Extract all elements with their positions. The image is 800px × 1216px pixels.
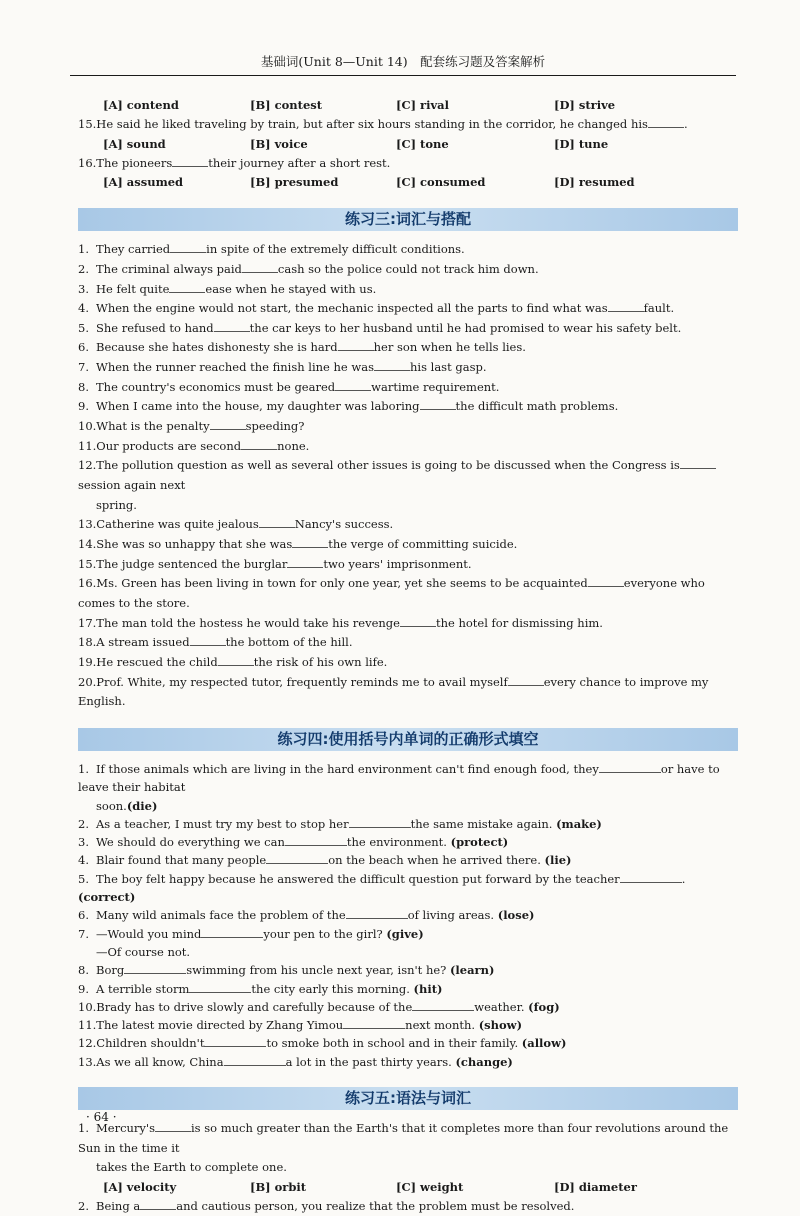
question-8: 8. The country's economics must be geared wartime requirement. <box>78 379 500 394</box>
question-11: 11.The latest movie directed by Zhang Yimou next month. (show) <box>78 1018 523 1033</box>
question-continuation: —Of course not. <box>96 944 191 959</box>
blank <box>346 906 408 919</box>
question-18: 18.A stream issued the bottom of the hill. <box>78 635 353 650</box>
question-1: 1. They carried in spite of the extremely difficult conditions. <box>78 242 465 257</box>
question-6: 6. Many wild animals face the problem of the of living areas. (lose) <box>78 908 535 923</box>
question-2: 2. As a teacher, I must try my best to stop her the same mistake again. (make) <box>78 816 602 831</box>
question-13: 13.Catherine was quite jealous Nancy's success. <box>78 517 394 532</box>
question-16: 16.The pioneers their journey after a short rest. <box>78 155 391 170</box>
word-hint: (die) <box>126 798 158 813</box>
question-5: 5. She refused to hand the car keys to her husband until he had promised to wear his safety belt. <box>78 320 682 335</box>
question-continuation: soon.(die) <box>96 798 158 813</box>
word-hint: (hit) <box>413 981 443 996</box>
option: [A] sound <box>103 136 166 151</box>
blank <box>210 417 246 430</box>
options-q1 <box>78 1178 738 1197</box>
word-hint: (protect) <box>450 835 509 850</box>
question-2: 2. Being a and cautious person, you realize that the problem must be resolved. <box>78 1198 575 1213</box>
word-hint: (fog) <box>528 999 560 1014</box>
option: [D] tune <box>554 136 609 151</box>
page-content <box>78 96 738 1216</box>
blank <box>266 851 328 864</box>
question-19: 19.He rescued the child the risk of his own life. <box>78 654 388 669</box>
question-12: 12.The pollution question as well as several other issues is going to be discussed when the Congress issession again next <box>78 456 738 495</box>
question-7: 7. When the runner reached the finish line he was his last gasp. <box>78 360 487 375</box>
question-17: 17.The man told the hostess he would take his revenge the hotel for dismissing him. <box>78 615 603 630</box>
blank <box>172 154 208 167</box>
option: [B] voice <box>250 136 308 151</box>
question-9: 9. When I came into the house, my daughter was laboring the difficult math problems. <box>78 399 619 414</box>
question-9: 9. A terrible storm the city early this morning. (hit) <box>78 981 443 996</box>
blank <box>224 1053 286 1066</box>
blank <box>343 1016 405 1029</box>
question-1: 1. If those animals which are living in the hard environment can't find enough food, they or have to leave their habitat <box>78 761 720 795</box>
word-hint: (change) <box>455 1054 513 1069</box>
page-number: · 64 · <box>86 1110 117 1124</box>
blank <box>349 815 411 828</box>
option: [B] presumed <box>250 175 339 190</box>
question-3: 3. We should do everything we can the environment. (protect) <box>78 835 509 850</box>
section-3-title: 练习三:词汇与搭配 <box>78 208 738 231</box>
options-q15 <box>78 135 738 154</box>
option: [D] diameter <box>554 1179 637 1194</box>
blank <box>287 555 323 568</box>
word-hint: (allow) <box>521 1036 567 1051</box>
question-10: 10.What is the penalty speeding? <box>78 419 305 434</box>
option: [C] tone <box>396 136 449 151</box>
question-12: 12.Children shouldn't to smoke both in school and in their family. (allow) <box>78 1036 567 1051</box>
blank <box>204 1034 266 1047</box>
blank <box>338 338 374 351</box>
section-3-questions <box>78 240 738 712</box>
word-hint: (learn) <box>449 963 495 978</box>
blank <box>608 299 644 312</box>
blank <box>169 280 205 293</box>
section-4-title: 练习四:使用括号内单词的正确形式填空 <box>78 728 738 751</box>
blank <box>140 1197 176 1210</box>
question-2: 2. The criminal always paid cash so the police could not track him down. <box>78 261 539 276</box>
blank <box>508 673 544 686</box>
blank <box>124 961 186 974</box>
blank <box>588 574 624 587</box>
word-hint: (lose) <box>497 908 535 923</box>
option: [C] weight <box>396 1179 464 1194</box>
question-6: 6. Because she hates dishonesty she is hard her son when he tells lies. <box>78 340 526 355</box>
blank <box>400 614 436 627</box>
option: [C] consumed <box>396 175 486 190</box>
blank <box>190 633 226 646</box>
word-hint: (make) <box>556 816 602 831</box>
blank <box>242 260 278 273</box>
question-16: 16.Ms. Green has been living in town for only one year, yet she seems to be acquainted everyone who comes to the store. <box>78 576 705 610</box>
option: [D] strive <box>554 98 616 112</box>
options-q14 <box>78 96 738 115</box>
question-3: 3. He felt quite ease when he stayed with us. <box>78 281 377 296</box>
question-4: 4. Blair found that many people on the beach when he arrived there. (lie) <box>78 853 572 868</box>
question-7: 7. —Would you mind your pen to the girl? (give) <box>78 926 424 941</box>
question-15: 15.The judge sentenced the burglar two years' imprisonment. <box>78 556 472 571</box>
blank <box>218 653 254 666</box>
question-continuation: takes the Earth to complete one. <box>96 1160 287 1175</box>
blank <box>374 358 410 371</box>
blank <box>599 760 661 773</box>
option: [A] velocity <box>103 1179 177 1194</box>
question-5: 5. The boy felt happy because he answered the difficult question put forward by the teacher . (correct) <box>78 871 686 905</box>
blank <box>259 515 295 528</box>
blank <box>420 397 456 410</box>
option: [A] contend <box>103 98 179 112</box>
blank <box>170 240 206 253</box>
question-14: 14.She was so unhappy that she was the verge of committing suicide. <box>78 537 518 552</box>
blank <box>412 998 474 1011</box>
option: [C] rival <box>396 98 449 112</box>
blank <box>189 980 251 993</box>
blank <box>241 437 277 450</box>
page-header: 基础词(Unit 8—Unit 14) 配套练习题及答案解析 <box>70 52 736 76</box>
word-hint: (lie) <box>544 853 572 868</box>
blank <box>648 115 684 128</box>
options-q16 <box>78 173 738 192</box>
question-20: 20.Prof. White, my respected tutor, frequently reminds me to avail myself every chance to improve my English. <box>78 674 709 709</box>
blank <box>214 319 250 332</box>
question-13: 13.As we all know, China a lot in the past thirty years. (change) <box>78 1054 513 1069</box>
question-1: 1. Mercury's is so much greater than the Earth's that it completes more than four revolutions around the Sun in the time it <box>78 1120 729 1155</box>
question-8: 8. Borg swimming from his uncle next year, isn't he? (learn) <box>78 963 495 978</box>
option: [B] contest <box>250 98 323 112</box>
question-4: 4. When the engine would not start, the mechanic inspected all the parts to find what was fault. <box>78 301 675 316</box>
blank <box>292 535 328 548</box>
option: [B] orbit <box>250 1179 307 1194</box>
option: [A] assumed <box>103 175 184 190</box>
word-hint: (show) <box>478 1018 523 1033</box>
blank <box>285 833 347 846</box>
section-5-title: 练习五:语法与词汇 <box>78 1087 738 1110</box>
word-hint: (correct) <box>78 890 136 905</box>
blank <box>335 378 371 391</box>
section-4-questions <box>78 760 738 1071</box>
blank <box>155 1119 191 1132</box>
question-11: 11.Our products are second none. <box>78 438 310 453</box>
question-10: 10.Brady has to drive slowly and carefully because of the weather. (fog) <box>78 999 560 1014</box>
blank <box>201 925 263 938</box>
word-hint: (give) <box>386 926 424 941</box>
question-continuation: spring. <box>96 497 137 512</box>
blank <box>620 870 682 883</box>
option: [D] resumed <box>554 175 635 190</box>
question-15: 15.He said he liked traveling by train, but after six hours standing in the corridor, he changed his . <box>78 117 688 131</box>
blank <box>680 456 716 469</box>
